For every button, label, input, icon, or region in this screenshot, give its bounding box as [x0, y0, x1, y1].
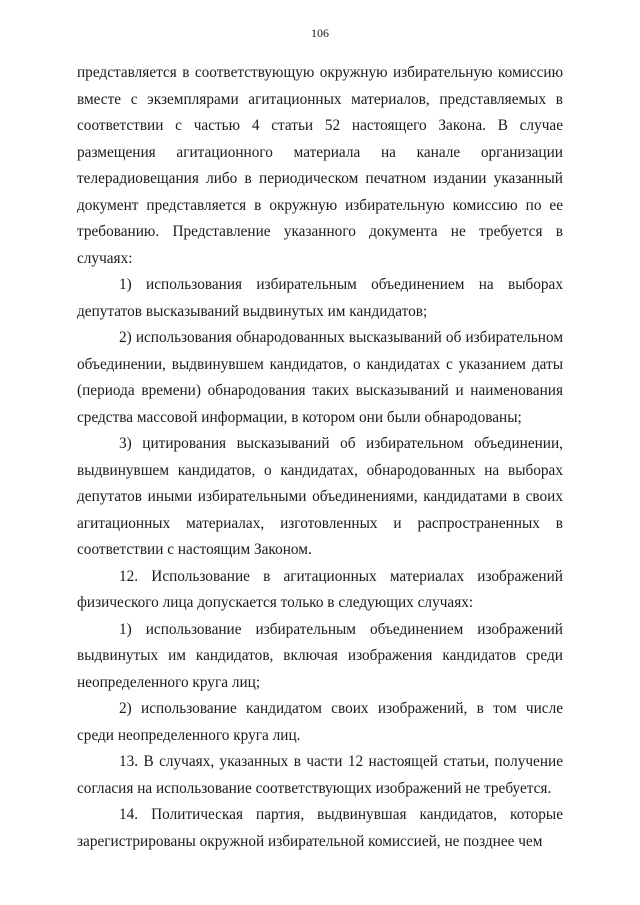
- paragraph-part-12-item-1: 1) использование избирательным объединением изображений выдвинутых им кандидатов, включая изображения кандидатов среди неопределенного круга лиц;: [77, 620, 563, 691]
- paragraph-part-12-item-2: 2) использование кандидатом своих изображений, в том числе среди неопределенного круга лиц.: [77, 700, 563, 744]
- paragraph-item-2: 2) использования обнародованных высказываний об избирательном объединении, выдвинувшем кандидатов, о кандидатах с указанием даты (периода времени) обнародования таких высказываний и наименования средства массовой информации, в котором они были обнародованы;: [77, 329, 563, 426]
- paragraph-part-14: 14. Политическая партия, выдвинувшая кандидатов, которые зарегистрированы окружной избирательной комиссией, не позднее чем: [77, 806, 563, 850]
- document-body: [77, 60, 563, 855]
- paragraph-item-1: 1) использования избирательным объединением на выборах депутатов высказываний выдвинутых им кандидатов;: [77, 276, 563, 320]
- page-number: 106: [311, 26, 329, 40]
- paragraph-part-13: 13. В случаях, указанных в части 12 настоящей статьи, получение согласия на использование соответствующих изображений не требуется.: [77, 753, 563, 797]
- paragraph-item-3: 3) цитирования высказываний об избирательном объединении, выдвинувшем кандидатов, о кандидатах, обнародованных на выборах депутатов иными избирательными объединениями, кандидатами в своих агитационных материалах, изготовленных и распространенных в соответствии с настоящим Законом.: [77, 435, 563, 558]
- paragraph-part-12: 12. Использование в агитационных материалах изображений физического лица допускается только в следующих случаях:: [77, 567, 563, 611]
- paragraph-continuation: представляется в соответствующую окружную избирательную комиссию вместе с экземплярами агитационных материалов, представляемых в соответствии с частью 4 статьи 52 настоящего Закона. В случае размещения агитационного материала на канале организации телерадиовещания либо в периодическом печатном издании указанный документ представляется в окружную избирательную комиссию по ее требованию. Представление указанного документа не требуется в случаях:: [77, 64, 563, 267]
